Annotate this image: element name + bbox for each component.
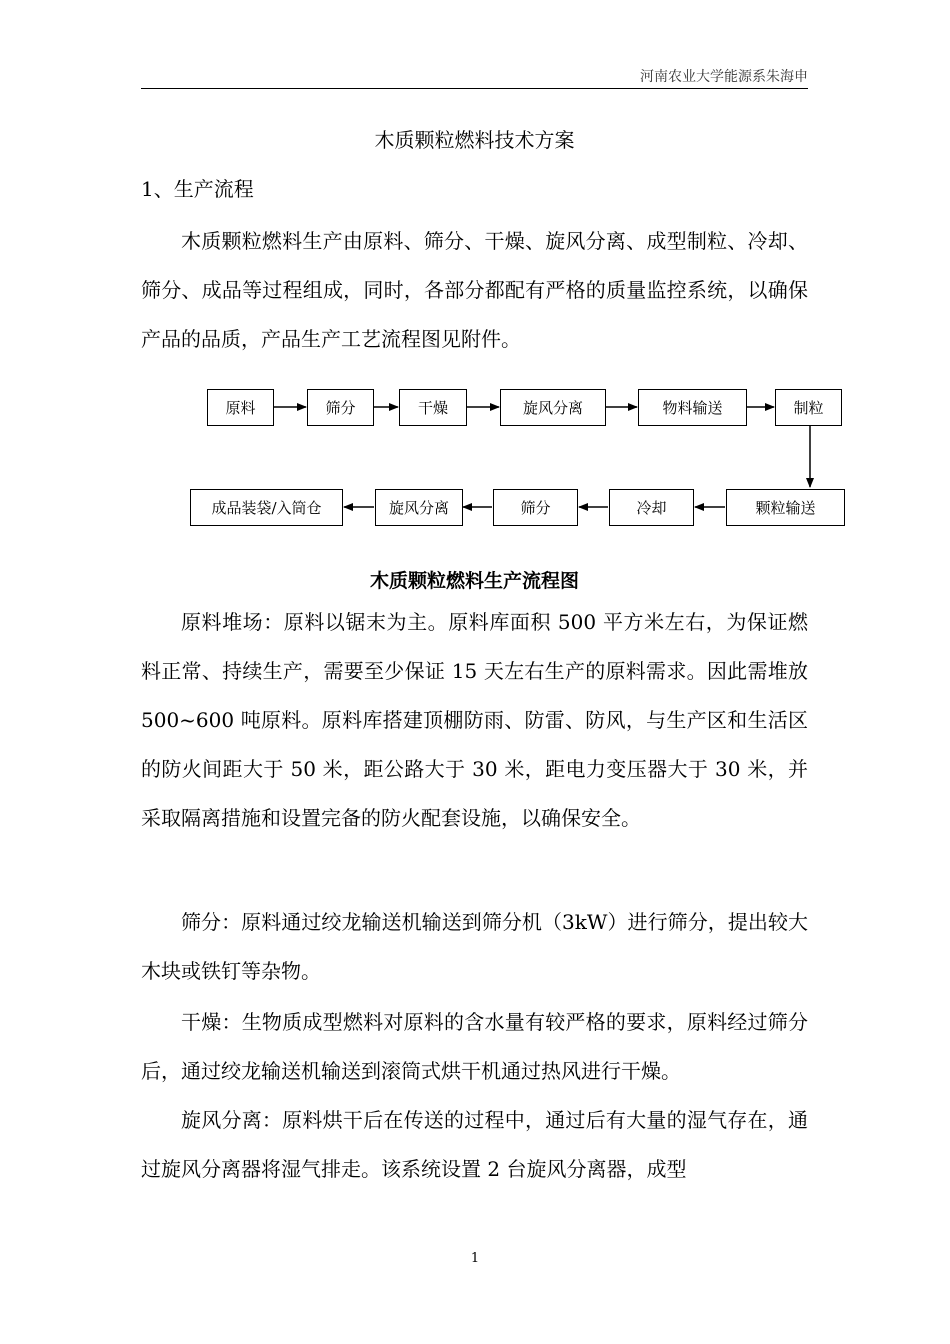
paragraph-raw-material-yard: 原料堆场：原料以锯末为主。原料库面积 500 平方米左右，为保证燃料正常、持续生产，需要至少保证 15 天左右生产的原料需求。因此需堆放 500~600 吨原料。原料库搭建顶棚防雨、防雷、防风，与生产区和生活区的防火间距大于 50 米，距公路大于 30 米，距电力变压器大于 30 米，并采取隔离措施和设置完备的防火配套设施，以确保安全。 — [141, 610, 808, 830]
paragraph-screening: 筛分：原料通过绞龙输送机输送到筛分机（3kW）进行筛分，提出较大木块或铁钉等杂物。 — [141, 910, 808, 983]
flowchart-arrows — [0, 0, 950, 560]
header-affiliation: 河南农业大学能源系朱海申 — [640, 69, 808, 85]
flow-box-drying: 干燥 — [399, 389, 467, 426]
flowchart-caption: 木质颗粒燃料生产流程图 — [369, 570, 579, 592]
intro-paragraph: 木质颗粒燃料生产由原料、筛分、干燥、旋风分离、成型制粒、冷却、筛分、成品等过程组成，同时，各部分都配有严格的质量监控系统，以确保产品的品质，产品生产工艺流程图见附件。 — [141, 229, 808, 351]
document-title: 木质颗粒燃料技术方案 — [374, 128, 575, 152]
flow-box-pelletizing: 制粒 — [775, 389, 842, 426]
flow-box-material-conveying: 物料输送 — [638, 389, 747, 426]
paragraph-cyclone-separation: 旋风分离：原料烘干后在传送的过程中，通过后有大量的湿气存在，通过旋风分离器将湿气排走。该系统设置 2 台旋风分离器，成型 — [141, 1108, 808, 1181]
page-number: 1 — [470, 1251, 480, 1266]
flow-box-cyclone-separation-2: 旋风分离 — [375, 489, 463, 526]
section-heading: 1、生产流程 — [141, 177, 254, 201]
flow-box-screening-2: 筛分 — [493, 489, 578, 526]
flow-box-packing-silo: 成品装袋/入筒仓 — [190, 489, 343, 526]
flow-box-raw-material: 原料 — [207, 389, 274, 426]
flow-box-cooling: 冷却 — [609, 489, 694, 526]
paragraph-drying: 干燥：生物质成型燃料对原料的含水量有较严格的要求，原料经过筛分后，通过绞龙输送机输送到滚筒式烘干机通过热风进行干燥。 — [141, 1010, 808, 1083]
flow-box-screening: 筛分 — [307, 389, 374, 426]
flow-box-cyclone-separation: 旋风分离 — [500, 389, 606, 426]
flow-box-pellet-conveying: 颗粒输送 — [726, 489, 845, 526]
